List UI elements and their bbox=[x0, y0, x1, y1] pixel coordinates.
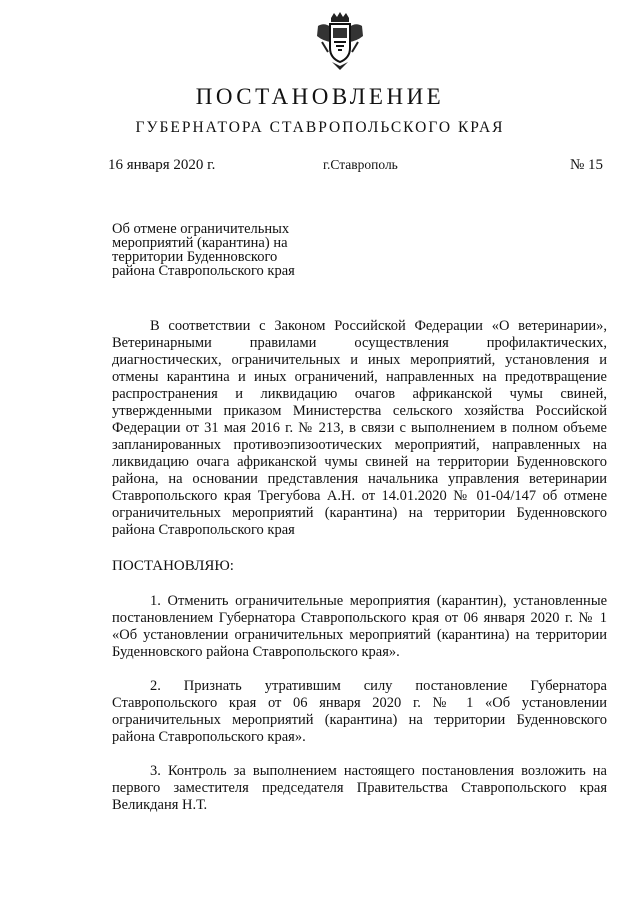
document-subject: Об отмене ограничительных мероприятий (карантина) на территории Буденновского района Ставропольского края bbox=[112, 221, 295, 279]
decree-item-1 bbox=[112, 593, 607, 661]
document-subtitle: ГУБЕРНАТОРА СТАВРОПОЛЬСКОГО КРАЯ bbox=[135, 119, 505, 136]
decree-item-text: 3. Контроль за выполнением настоящего постановления возложить на первого заместителя председателя Правительства Ставропольского края Великданя Н.Т. bbox=[112, 763, 607, 813]
preamble-paragraph bbox=[112, 318, 607, 539]
coat-of-arms-icon bbox=[314, 12, 366, 72]
document-title: ПОСТАНОВЛЕНИЕ bbox=[195, 84, 445, 109]
decree-heading: ПОСТАНОВЛЯЮ: bbox=[112, 558, 234, 574]
decree-item-3 bbox=[112, 763, 607, 814]
document-number: № 15 bbox=[570, 157, 604, 173]
decree-item-text: 2. Признать утратившим силу постановление Губернатора Ставропольского края от 06 января 2020 г. № 1 «Об установлении ограничительных мероприятий (карантина) на территории Буденновского района Ставропольского края». bbox=[112, 678, 607, 745]
decree-item-2 bbox=[112, 678, 607, 746]
preamble-text: В соответствии с Законом Российской Федерации «О ветеринарии», Ветеринарными правилами осуществления профилактических, диагностических, ограничительных и иных мероприятий, установления и отмены карантина и иных ограничений, направленных на предотвращение распространения и ликвидацию очагов африканской чумы свиней, утвержденными приказом Министерства сельского хозяйства Российской Федерации от 31 мая 2016 г. № 213, в связи с выполнением в полном объеме запланированных противоэпизоотических мероприятий, направленных на ликвидацию очага африканской чумы свиней на территории Буденновского района, на основании представления начальника управления ветеринарии Ставропольского края Трегубова А.Н. от 14.01.2020 № 01-04/147 об отмене ограничительных мероприятий (карантина) на территории Буденновского района Ставропольского края bbox=[112, 318, 607, 538]
document-date: 16 января 2020 г. bbox=[108, 157, 216, 173]
decree-item-text: 1. Отменить ограничительные мероприятия (карантин), установленные постановлением Губернатора Ставропольского края от 06 января 2020 г. № 1 «Об установлении ограничительных мероприятий (карантина) на территории Буденновского района Ставропольского края». bbox=[112, 593, 607, 660]
document-city: г.Ставрополь bbox=[323, 157, 398, 172]
